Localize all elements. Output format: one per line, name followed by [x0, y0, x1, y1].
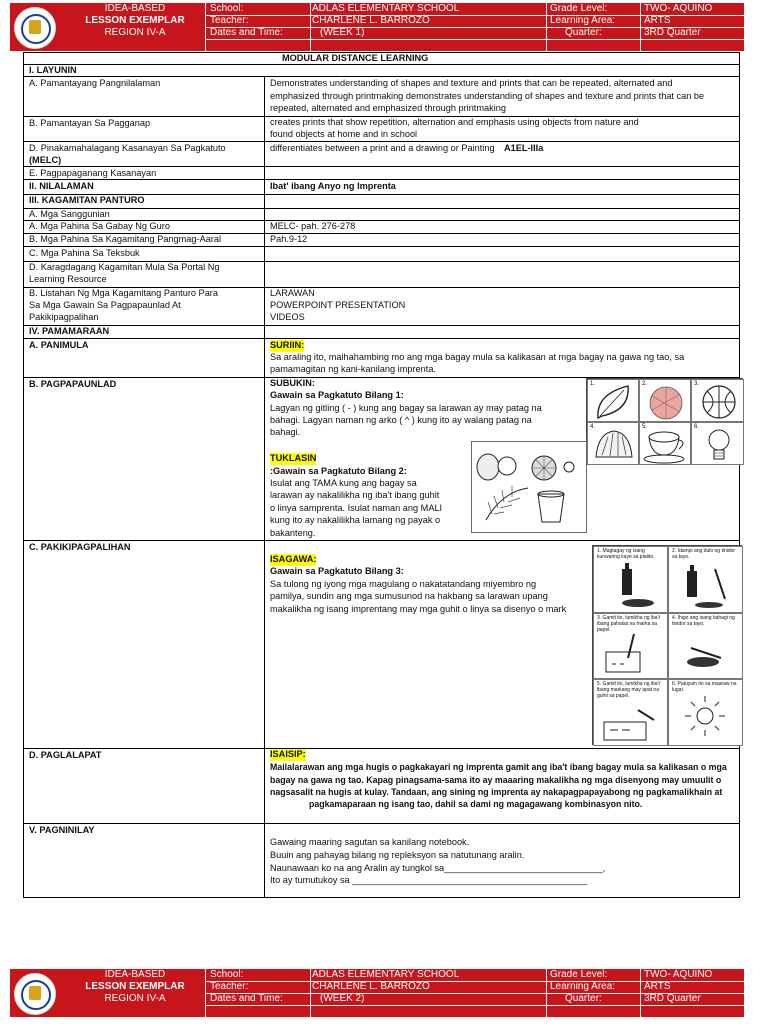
area-value: ARTS — [644, 15, 671, 26]
pagpapaunlad-label: B. PAGPAPAUNLAD — [29, 379, 117, 389]
row-d-label: D. Pinakamahalagang Kasanayan Sa Pagkatuto — [29, 143, 226, 153]
deped-seal-icon — [14, 973, 56, 1015]
step-6-image: 6. Patuyuin ito sa maaraw na lugar. — [668, 679, 743, 746]
dates-value: (WEEK 2) — [320, 993, 365, 1004]
area-label: Learning Area: — [550, 981, 616, 992]
melc-code: A1EL-IIIa — [504, 143, 544, 153]
quarter-label: Quarter: — [565, 27, 602, 38]
step-2-image: 2. Idampi ang dulo ng tinidor sa tayo. — [668, 546, 743, 613]
lesson-header — [10, 3, 744, 51]
section-nilalaman: II. NILALAMAN — [29, 181, 94, 191]
step-4-image: 4. Ihigo ang isang bahagi ng tinidor sa tayo. — [668, 613, 743, 679]
section-pagninilay: V. PAGNINILAY — [29, 825, 95, 835]
suriin-heading: SURIIN: — [270, 340, 305, 350]
isagawa-heading: ISAGAWA: — [270, 554, 317, 564]
dates-label: Dates and Time: — [210, 993, 283, 1004]
paglalapat-label: D. PAGLALAPAT — [29, 750, 102, 760]
tuklasin-heading: TUKLASIN — [270, 453, 317, 463]
dumpling-image: 4. — [587, 422, 639, 465]
row-b-label: B. Pamantayan Sa Pagganap — [29, 118, 151, 128]
quarter-value: 3RD Quarter — [644, 27, 701, 38]
row-a-label: A. Pamantayang Pangnilalaman — [29, 78, 161, 88]
lesson-table: MODULAR DISTANCE LEARNING I. LAYUNIN A. Pamantayang Pangnilalaman Demonstrates understanding of shapes and texture and prints that can be repeated, alternated and emphasized through printmaking demonstrates understanding of shapes and texture and prints that can be repeated, alternated and emphasized through printmaking B. Pamantayan Sa Pagganap creates prints that show repetition, alternation and emphasis using objects from nature and found objects at home and in school D. Pinakamahalagang Kasanayan Sa Pagkatuto (MELC) differentiates between a print and a drawing or Painting A1EL-IIIa E. Pagpapaganang Kasanayan II. NILALAMAN Ibat' ibang Anyo ng Imprenta III. KAGAMITAN PANTURO A. Mga Sanggunian A. Mga Pahina Sa Gabay Ng Guro MELC- pah. 276-278 B. Mga Pahina Sa Kagamitang Pangmag-Aaral Pah.9-12 C. Mga Pahina Sa Teksbuk D. Karagdagang Kagamitan Mula Sa Portal Ng Learning Resource B. Listahan Ng Mga Kagamitang Panturo Para Sa Mga Gawain Sa Pagpapaunlad At Pakikipagpalihan LARAWAN POWERPOINT PRESENTATION VIDEOS IV. PAMAMARAAN A. PANIMULA SURIIN: Sa araling ito, maihahambing mo ang mga bagay mula sa kalikasan at mga bagay na gawa ng tao, sa pamamagitan ng kani-kanilang imprenta. B. PAGPAPAUNLAD SUBUKIN: Gawain sa Pagkatuto Bilang 1: Lagyan ng gitling ( - ) kung ang bagay sa larawan ay may patag na bahagi. Lagyan naman ng arko ( ^ ) kung ito ay walang patag na bahagi. TUKLASIN :Gawain sa Pagkatuto Bilang 2: Isulat ang TAMA kung ang bagay sa larawan ay nakalilikha ng iba't ibang guhit o linya samprenta. Isulat naman ang MALI kung ito ay nakalilikha lamang ng payak o bakanteng. C. PAKIKIPAGPALIHAN ISAGAWA: Gawain sa Pagkatuto Bilang 3: Sa tulong ng iyong mga magulang o nakatatandang miyembro ng pamilya, sundin ang mga sumusunod na hakbang sa larawan upang makalikha ng isang imprentang may mga guhit o linya sa disenyo o mark D. PAGLALAPAT ISAISIP: Mailalarawan ang mga hugis o pagkakayari ng imprenta gamit ang iba't ibang bagay mula sa kalikasan o mga bagay na gawa ng tao. Kapag pinagsama-sama ito ay maaaring makalikha ng mga disenyong may umuulit o nagsasalit na hugis at kulay. Tandaan, ang sining ng imprenta ay nakapagpapayabong ng pagkamalikhain at pagkamaparaan ng isang tao, dahil sa dami ng magagawang kombinasyon nito. V. PAGNINILAY Gawaing maaring sagutan sa kanilang notebook. Buuin ang pahayag bilang ng repleksyon sa natutunang aralin. Naunawaan ko na ang Aralin ay tungkol sa_______________________________, Ito ay tumutukoy sa ______________________________________________ 1. 2. 3. 4. 5. 6. 1. Magtagay ng isang kunwaring kaye sa platito. 2. Idampi ang dulo ng tinidor sa tayo. 3. Gamit ito, lumikha ng iba't ibang pahalas na marka sa papel. 4. Ihigo ang isang bahagi ng tinidor sa tayo. 5. Gamit ito, lumikha ng iba't ibang markang may apat na guhit sa papel. 6. Patuyuin ito sa maaraw na lugar. — [23, 52, 740, 898]
section-layunin: I. LAYUNIN — [29, 65, 77, 75]
teacher-value: CHARLENE L. BARROZO — [312, 981, 430, 992]
header-title: IDEA-BASED LESSON EXEMPLAR REGION IV-A — [85, 969, 185, 1004]
grade-value: TWO- AQUINO — [644, 969, 713, 980]
dates-label: Dates and Time: — [210, 27, 283, 38]
basketball-image: 3. — [691, 379, 744, 422]
feather-image — [486, 486, 528, 520]
row-e-label: E. Pagpapaganang Kasanayan — [29, 168, 157, 178]
steps-image-grid — [592, 545, 742, 745]
gawain2-images — [471, 441, 587, 533]
cup-image — [538, 491, 564, 522]
teacher-label: Teacher: — [210, 15, 249, 26]
leaf-image: 1. — [587, 379, 639, 422]
deped-seal-icon — [14, 7, 56, 49]
grade-value: TWO- AQUINO — [644, 3, 713, 14]
grade-label: Grade Level: — [550, 3, 608, 14]
step-1-image: 1. Magtagay ng isang kunwaring kaye sa platito. — [593, 546, 668, 613]
section-kagamitan: III. KAGAMITAN PANTURO — [29, 195, 145, 205]
okra-image — [477, 454, 516, 480]
lightbulb-image: 6. — [691, 422, 744, 465]
gawain1-image-grid — [586, 378, 743, 464]
header-title: IDEA-BASED LESSON EXEMPLAR REGION IV-A — [85, 3, 185, 38]
quarter-value: 3RD Quarter — [644, 993, 701, 1004]
school-value: ADLAS ELEMENTARY SCHOOL — [312, 969, 460, 980]
pakikipagpalihan-label: C. PAKIKIPAGPALIHAN — [29, 542, 131, 552]
fruit-image: 2. — [639, 379, 691, 422]
area-label: Learning Area: — [550, 15, 616, 26]
grade-label: Grade Level: — [550, 969, 608, 980]
lesson-header-week2 — [10, 969, 744, 1017]
main-title: MODULAR DISTANCE LEARNING — [282, 53, 429, 63]
isaisip-heading: ISAISIP: — [270, 749, 306, 759]
section-pamamaraan: IV. PAMAMARAAN — [29, 326, 110, 336]
dates-value: (WEEK 1) — [320, 27, 365, 38]
area-value: ARTS — [644, 981, 671, 992]
school-label: School: — [210, 3, 244, 14]
teacher-value: CHARLENE L. BARROZO — [312, 15, 430, 26]
teacher-label: Teacher: — [210, 981, 249, 992]
school-value: ADLAS ELEMENTARY SCHOOL — [312, 3, 460, 14]
quarter-label: Quarter: — [565, 993, 602, 1004]
subukin-heading: SUBUKIN: — [270, 378, 315, 388]
step-5-image: 5. Gamit ito, lumikha ng iba't ibang markang may apat na guhit sa papel. — [593, 679, 668, 746]
teacup-image: 5. — [639, 422, 691, 465]
step-3-image: 3. Gamit ito, lumikha ng iba't ibang pahalas na marka sa papel. — [593, 613, 668, 679]
citrus-image — [532, 456, 556, 480]
school-label: School: — [210, 969, 244, 980]
panimula-label: A. PANIMULA — [29, 340, 89, 350]
